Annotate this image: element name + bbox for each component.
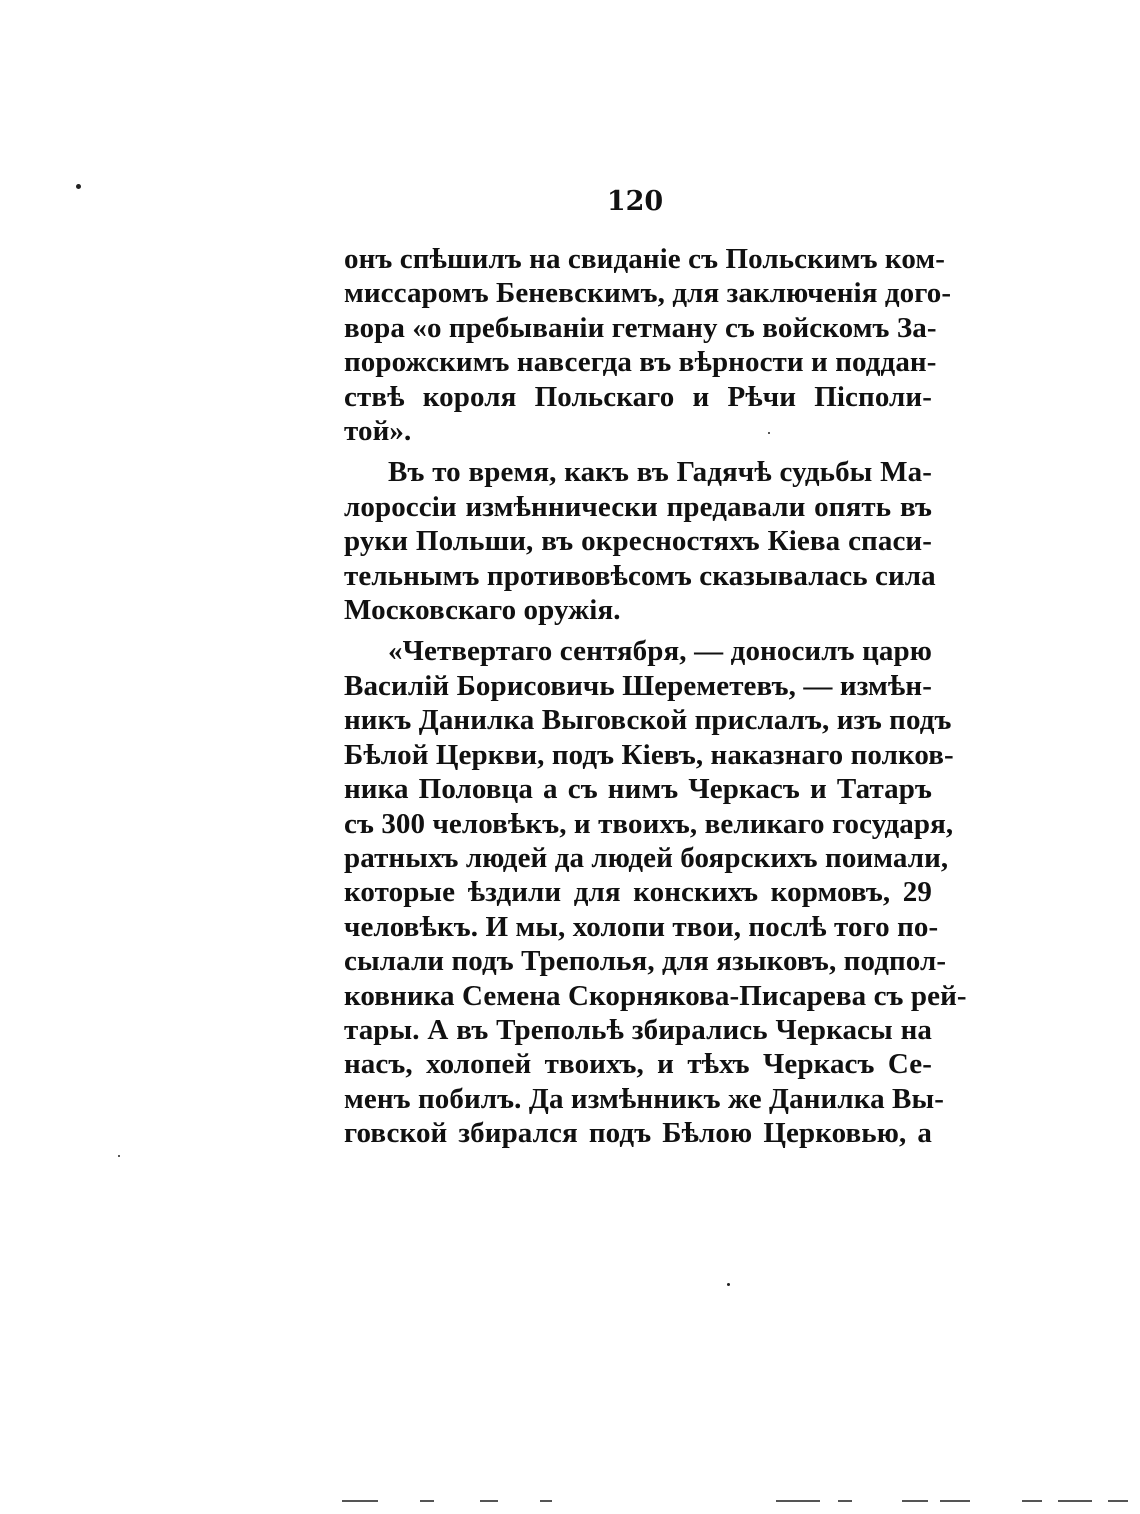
text-line: ствѣ короля Польскаго и Рѣчи Пісполи- xyxy=(344,380,932,413)
text-line: Василій Борисовичь Шереметевъ, — измѣн- xyxy=(344,669,932,702)
text-line: руки Польши, въ окресностяхъ Кіева спаси- xyxy=(344,525,932,558)
scan-edge-mark xyxy=(902,1500,928,1502)
text-line: лороссіи измѣннически предавали опять въ xyxy=(344,490,932,523)
text-line: ника Половца а съ нимъ Черкасъ и Татаръ xyxy=(344,773,932,806)
scan-edge-mark xyxy=(1108,1500,1128,1502)
text-line: сылали подъ Треполья, для языковъ, подпол- xyxy=(344,945,947,978)
text-line: съ 300 человѣкъ, и твоихъ, великаго государя, xyxy=(344,807,954,840)
body-text xyxy=(344,242,967,1151)
text-line: «Четвертаго сентября, — доносилъ царю xyxy=(388,635,932,668)
text-line: Московскаго оружія. xyxy=(344,594,621,627)
text-line: порожскимъ навсегда въ вѣрности и поддан- xyxy=(344,346,937,379)
text-line: ковника Семена Скорнякова-Писарева съ рей- xyxy=(344,979,967,1012)
scan-edge-mark xyxy=(342,1500,378,1502)
text-line: тельнымъ противовѣсомъ сказывалась сила xyxy=(344,559,936,592)
text-line: Бѣлой Церкви, подъ Кіевъ, наказнаго полков- xyxy=(344,738,954,771)
text-line: ратныхъ людей да людей боярскихъ поимали, xyxy=(344,841,949,874)
paragraph-gap xyxy=(344,627,932,634)
scan-edge-mark xyxy=(420,1500,434,1502)
scan-edge-mark xyxy=(940,1500,970,1502)
text-line: Въ то время, какъ въ Гадячѣ судьбы Ма- xyxy=(388,456,932,489)
text-line: человѣкъ. И мы, холопи твои, послѣ того по- xyxy=(344,910,939,943)
text-line: онъ спѣшилъ на свиданіе съ Польскимъ ком- xyxy=(344,243,946,275)
scan-edge-mark xyxy=(540,1500,552,1502)
text-line: менъ побилъ. Да измѣнникъ же Данилка Вы- xyxy=(344,1082,944,1115)
text-line: вора «о пребываніи гетману съ войскомъ За- xyxy=(344,311,937,344)
text-line: миссаромъ Беневскимъ, для заключенія дого- xyxy=(344,277,952,310)
text-line: тары. А въ Трепольѣ збирались Черкасы на xyxy=(344,1013,932,1046)
scan-speck xyxy=(727,1283,730,1286)
text-line: никъ Данилка Выговской прислалъ, изъ подъ xyxy=(344,704,952,737)
scan-speck xyxy=(76,184,81,189)
text-line: которые ѣздили для конскихъ кормовъ, 29 xyxy=(344,876,932,909)
text-line: той». xyxy=(344,415,412,448)
text-line: насъ, холопей твоихъ, и тѣхъ Черкасъ Се- xyxy=(344,1048,932,1081)
paragraph-gap xyxy=(344,448,932,455)
scan-edge-mark xyxy=(776,1500,820,1502)
page-number: 120 xyxy=(606,186,664,217)
scan-edge-mark xyxy=(838,1500,852,1502)
text-line: говской збирался подъ Бѣлою Церковью, а xyxy=(344,1117,932,1150)
scan-speck xyxy=(118,1155,120,1157)
scan-speck xyxy=(768,432,770,434)
scan-edge-mark xyxy=(1058,1500,1092,1502)
scan-edge-mark xyxy=(480,1500,498,1502)
scan-edge-mark xyxy=(1022,1500,1042,1502)
